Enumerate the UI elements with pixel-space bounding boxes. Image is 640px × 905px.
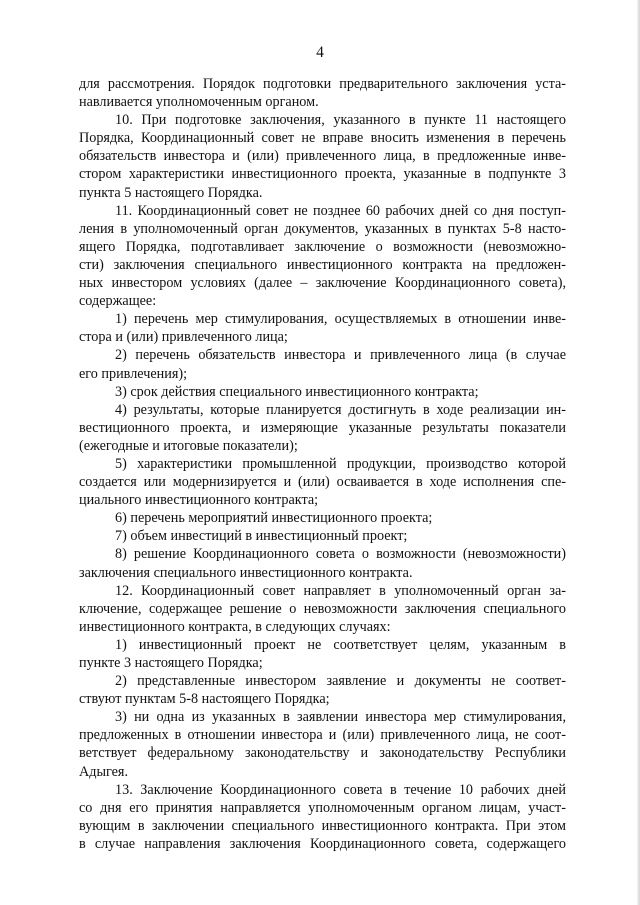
text-line: 13. Заключение Координационного совета в течение 10 рабочих дней (115, 781, 566, 798)
text-line: 7) объем инвестиций в инвестиционный проект; (115, 528, 408, 545)
text-line: ных инвестором условиях (далее – заключение Координационного совета), (79, 275, 566, 292)
text-line: 2) представленные инвестором заявление и документы не соответ- (115, 673, 566, 690)
text-line: 5) характеристики промышленной продукции, производство которой (115, 455, 566, 472)
text-line: пункте 3 настоящего Порядка; (79, 655, 263, 671)
page-number: 4 (316, 44, 324, 61)
text-line: ящего Порядка, подготавливает заключение о возможности (невозможно- (79, 238, 566, 255)
text-line: со дня его принятия направляется уполномоченным органом лицам, участ- (79, 799, 566, 816)
text-line: ствуют пунктам 5-8 настоящего Порядка; (79, 691, 330, 708)
text-line: ключение, содержащее решение о невозможности заключения специального (79, 600, 566, 617)
text-line: вестиционного проекта, и измеряющие указанные результаты показатели (79, 419, 566, 436)
text-line: 12. Координационный совет направляет в уполномоченный орган за- (115, 582, 566, 599)
text-line: стора и (или) привлеченного лица; (79, 329, 288, 346)
text-line: инвестиционного контракта, в следующих случаях: (79, 618, 391, 635)
text-line: ления в уполномоченный орган документов, указанных в пунктах 5-8 насто- (79, 220, 566, 237)
text-line: вующим в заключении специального инвестиционного контракта. При этом (79, 817, 566, 834)
text-line: предложенных в отношении инвестора и (или) привлеченного лица, не соот- (79, 727, 566, 744)
text-line: 11. Координационный совет не позднее 60 рабочих дней со дня поступ- (115, 202, 566, 219)
text-line: 1) инвестиционный проект не соответствует целям, указанным в (115, 636, 566, 653)
text-line: сти) заключения специального инвестиционного контракта на предложен- (79, 256, 566, 273)
text-line: стором характеристики инвестиционного проекта, указанные в подпункте 3 (79, 166, 566, 183)
text-line: 1) перечень мер стимулирования, осуществляемых в отношении инве- (115, 311, 566, 328)
text-line: его привлечения); (79, 365, 188, 382)
text-line: заключения специального инвестиционного контракта. (79, 564, 413, 581)
text-line: 10. При подготовке заключения, указанного в пункте 11 настоящего (115, 112, 566, 129)
text-line: обязательств инвестора и (или) привлеченного лица, в предложенные инве- (79, 148, 566, 165)
text-line: пункта 5 настоящего Порядка. (79, 184, 263, 201)
text-line: создается или модернизируется и (или) осваивается в ходе исполнения спе- (79, 474, 566, 491)
text-line: 3) срок действия специального инвестиционного контракта; (115, 383, 479, 400)
text-line: 2) перечень обязательств инвестора и привлеченного лица (в случае (115, 347, 566, 364)
text-line: циального инвестиционного контракта; (79, 492, 319, 509)
text-line: содержащее: (79, 293, 157, 310)
text-line: ветствует федеральному законодательству и законодательству Республики (79, 745, 566, 762)
text-line: Порядка, Координационный совет не вправе вносить изменения в перечень (79, 130, 566, 147)
text-line: Адыгея. (79, 763, 128, 780)
text-line: 3) ни одна из указанных в заявлении инвестора мер стимулирования, (115, 709, 566, 726)
text-line: 4) результаты, которые планируется достигнуть в ходе реализации ин- (115, 401, 566, 418)
document-body (79, 75, 566, 853)
text-line: 8) решение Координационного совета о возможности (невозможности) (115, 546, 566, 563)
text-line: (ежегодные и итоговые показатели); (79, 437, 298, 454)
text-line: навливается уполномоченным органом. (79, 94, 319, 111)
text-line: 6) перечень мероприятий инвестиционного проекта; (115, 510, 433, 527)
text-line: в случае направления заключения Координационного совета, содержащего (79, 835, 566, 852)
text-line: для рассмотрения. Порядок подготовки предварительного заключения уста- (79, 76, 566, 92)
